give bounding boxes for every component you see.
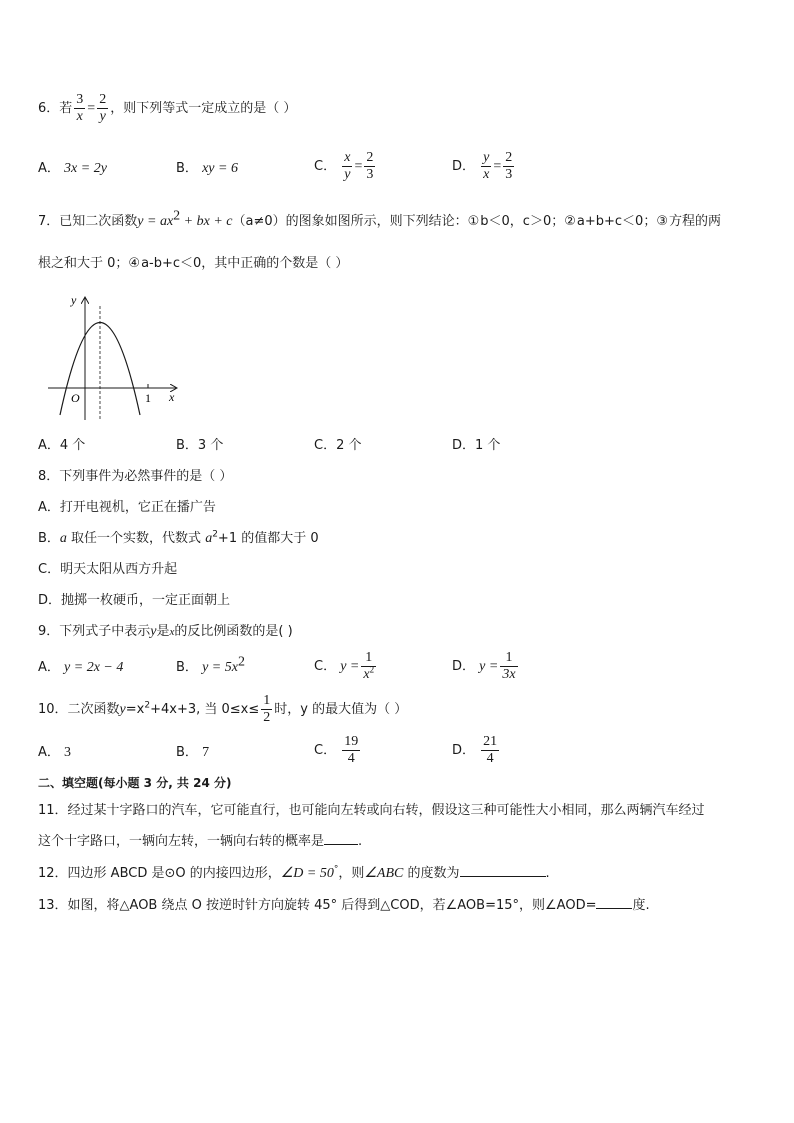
q7-a-text: 4 个 — [59, 438, 86, 453]
q9-stem-y: y — [150, 624, 157, 639]
q11-line2-text: 这个十字路口，一辆向左转，一辆向右转的概率是 — [38, 834, 325, 849]
q10-c-num: 19 — [344, 734, 359, 749]
q11-answer-blank[interactable] — [324, 832, 358, 845]
q10-d-label: D． — [452, 743, 476, 758]
q12-angle: ∠D = 50 — [280, 866, 334, 881]
q6-option-a — [38, 160, 107, 178]
q6-f1-den: x — [76, 109, 83, 124]
q10-expr3: +4x+3, 当 0≤x≤ — [150, 702, 260, 717]
q9-c-label: C． — [314, 659, 337, 674]
q6-c-den: y — [344, 167, 351, 182]
q7-formula2: + bx + c — [180, 214, 233, 229]
q9-c-lhs: y = — [340, 659, 360, 674]
q10-d-den: 4 — [486, 751, 494, 766]
q6-d-den: x — [483, 167, 490, 182]
q9-option-b — [176, 654, 245, 677]
q9-d-lhs: y = — [479, 659, 499, 674]
q7-cond: （a≠0）的图象如图所示，则下列结论： — [232, 214, 468, 229]
q10-c-frac — [342, 734, 360, 767]
q9-d-den: 3x — [502, 667, 516, 682]
q9-c-densup: 2 — [369, 664, 375, 675]
q10-option-a — [38, 744, 71, 762]
q7-circle-2: ② — [564, 213, 576, 229]
q9-c-den: x — [363, 667, 370, 682]
q12-end: . — [545, 866, 550, 881]
q10-head: 10．二次函数 — [38, 702, 120, 717]
x-axis-label: x — [169, 390, 175, 404]
q9-stem — [38, 623, 293, 641]
q6-c-rden: 3 — [366, 167, 374, 182]
q10-f-num: 1 — [263, 693, 271, 708]
q8-b-expr: a — [205, 531, 213, 546]
q9-stem-a: 9．下列式子中表示 — [38, 624, 151, 639]
q10-expr2: =x — [125, 702, 145, 717]
section-2-title: 二、填空题(每小题 3 分, 共 24 分) — [38, 776, 232, 790]
q6-a-label: A． — [38, 161, 60, 176]
q7-stem-line1 — [38, 208, 721, 231]
q7-t3: 方程的两 — [668, 214, 721, 229]
q10-a-text: 3 — [64, 745, 72, 760]
q7-line2a: 根之和大于 0； — [38, 256, 129, 271]
q7-head: 7．已知二次函数 — [38, 214, 138, 229]
q6-d-label: D． — [452, 159, 476, 174]
q10-f-den: 2 — [263, 710, 271, 725]
q10-d-num: 21 — [483, 734, 498, 749]
q7-t2: a+b+c＜0； — [576, 214, 657, 229]
q9-stem-c: 的反比例函数的是( ) — [174, 624, 293, 639]
q6-c-eq: = — [354, 159, 363, 174]
q7-d-label: D． — [452, 438, 476, 453]
q6-d-frac-1 — [481, 150, 491, 183]
q7-d-text: 1 个 — [475, 438, 501, 453]
q13-answer-blank[interactable] — [596, 896, 632, 909]
q10-tail: 时，y 的最大值为（ ） — [274, 702, 408, 717]
q6-option-d — [452, 150, 516, 183]
q13-end: 度. — [632, 898, 650, 913]
q7-formula: y = ax — [137, 214, 174, 229]
q7-circle-4: ④ — [128, 255, 141, 271]
q7-parabola-graph — [40, 288, 190, 428]
q9-a-text: y = 2x − 4 — [64, 660, 124, 675]
q6-d-num: y — [483, 150, 490, 165]
q10-stem — [38, 693, 407, 726]
q9-option-c — [314, 650, 378, 683]
q7-c-text: 2 个 — [336, 438, 362, 453]
q7-option-d — [452, 437, 500, 455]
q7-c-label: C． — [314, 438, 337, 453]
q9-d-frac — [500, 650, 517, 683]
q13-text: 13．如图，将△AOB 绕点 O 按逆时针方向旋转 45° 后得到△COD，若∠AOB=15°，则∠AOD= — [38, 898, 597, 913]
q6-option-b — [176, 160, 238, 178]
q11-line1: 11．经过某十字路口的汽车，它可能直行，也可能向左转或向右转，假设这三种可能性大小相同，那么两辆汽车经过 — [38, 803, 705, 818]
q6-c-label: C． — [314, 159, 337, 174]
q6-c-frac-1 — [342, 150, 352, 183]
q6-option-c — [314, 150, 377, 183]
q12-angle2: ∠ABC — [364, 866, 404, 881]
q8-b-var: a — [59, 531, 67, 546]
q10-option-b — [176, 744, 209, 762]
q9-c-frac — [361, 650, 376, 683]
q6-number: 6．若 — [38, 101, 73, 116]
q9-a-label: A． — [38, 660, 60, 675]
q9-b-label: B． — [176, 660, 198, 675]
q8-b-label: B． — [38, 531, 60, 546]
q7-t1: b＜0，c＞0； — [480, 214, 565, 229]
q6-d-rnum: 2 — [505, 150, 513, 165]
q6-f2-den: y — [99, 109, 106, 124]
q9-b-text: y = 5x — [202, 660, 238, 675]
q10-option-c — [314, 734, 362, 767]
q11-end: . — [358, 834, 363, 849]
q7-line2b: a-b+c＜0，其中正确的个数是（ ） — [141, 256, 349, 271]
q7-stem-line2 — [38, 255, 348, 273]
q6-fraction-2 — [97, 92, 108, 125]
q10-d-frac — [481, 734, 499, 767]
q6-b-label: B． — [176, 161, 198, 176]
q6-d-eq: = — [493, 159, 502, 174]
q7-option-a — [38, 437, 85, 455]
q10-b-label: B． — [176, 745, 198, 760]
q6-c-rnum: 2 — [366, 150, 374, 165]
q8-option-b — [38, 530, 319, 548]
q7-a-label: A． — [38, 438, 60, 453]
q8-b-mid: 取任一个实数，代数式 — [66, 531, 206, 546]
q9-option-d — [452, 650, 520, 683]
q12-head: 12．四边形 ABCD 是⊙O 的内接四边形， — [38, 866, 281, 881]
q9-b-sup: 2 — [237, 654, 245, 670]
q10-b-text: 7 — [202, 745, 210, 760]
q10-c-label: C． — [314, 743, 337, 758]
q8-stem: 8．下列事件为必然事件的是（ ） — [38, 469, 233, 484]
q6-d-frac-2 — [503, 150, 514, 183]
q6-stem — [38, 92, 296, 125]
q8-option-c: C．明天太阳从西方升起 — [38, 562, 178, 577]
q7-b-text: 3 个 — [197, 438, 224, 453]
y-axis-label: y — [71, 293, 77, 307]
q13-stem — [38, 896, 650, 915]
q11-line2 — [38, 832, 362, 851]
q6-eq: = — [87, 101, 96, 116]
q10-frac — [261, 693, 272, 726]
q9-c-num: 1 — [365, 650, 373, 665]
q12-answer-blank[interactable] — [460, 864, 546, 877]
origin-label: O — [71, 391, 80, 405]
q6-f2-num: 2 — [99, 92, 107, 107]
q6-tail: ，则下列等式一定成立的是（ ） — [110, 101, 297, 116]
q8-option-d: D．抛掷一枚硬币，一定正面朝上 — [38, 593, 231, 608]
q7-circle-3: ③ — [656, 213, 668, 229]
q12-tail: 的度数为 — [403, 866, 460, 881]
q12-mid: ，则 — [338, 866, 365, 881]
q10-option-d — [452, 734, 501, 767]
q12-stem — [38, 864, 550, 883]
q9-d-label: D． — [452, 659, 476, 674]
q8-option-a: A．打开电视机，它正在播广告 — [38, 500, 216, 515]
q6-f1-num: 3 — [76, 92, 84, 107]
q10-expr: y — [119, 702, 126, 717]
q10-c-den: 4 — [347, 751, 355, 766]
q7-option-b — [176, 437, 223, 455]
q9-stem-x: x — [169, 626, 175, 638]
q7-sup: 2 — [173, 208, 181, 224]
q9-stem-b: 是 — [156, 624, 170, 639]
q7-circle-1: ① — [467, 213, 480, 229]
q10-sup: 2 — [144, 700, 151, 711]
q6-fraction-1 — [74, 92, 85, 125]
q10-a-label: A． — [38, 745, 60, 760]
q7-option-c — [314, 437, 361, 455]
q8-b-sup: 2 — [212, 529, 218, 540]
q9-option-a — [38, 659, 123, 677]
q6-a-text: 3x = 2y — [64, 161, 107, 176]
q6-c-frac-2 — [364, 150, 375, 183]
q6-b-text: xy = 6 — [202, 161, 238, 176]
q9-d-num: 1 — [505, 650, 513, 665]
tick-label-1: 1 — [145, 391, 151, 405]
q12-deg: ° — [333, 864, 339, 875]
q6-c-num: x — [344, 150, 351, 165]
q7-b-label: B． — [176, 438, 198, 453]
q6-d-rden: 3 — [505, 167, 513, 182]
q8-b-post: +1 的值都大于 0 — [217, 531, 319, 546]
